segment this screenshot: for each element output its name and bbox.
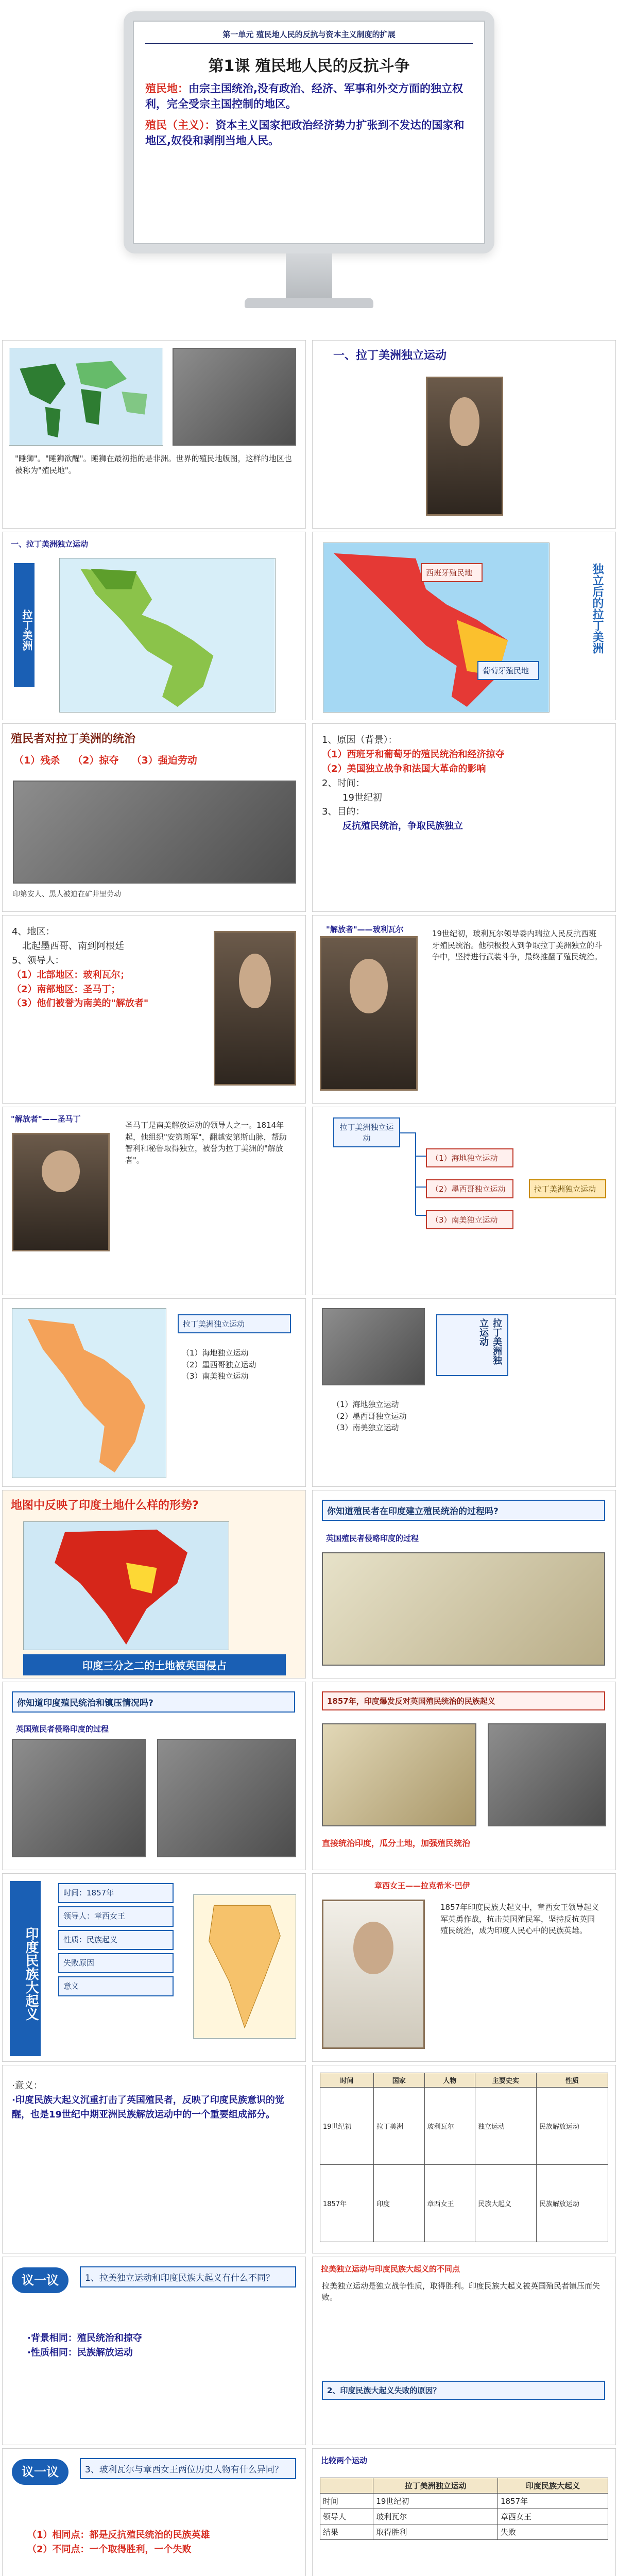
slide-colonial-rule [2, 723, 306, 912]
table-cell: 玻利瓦尔 [373, 2509, 498, 2524]
legend-spain: 西班牙殖民地 [421, 563, 483, 582]
paragraph: 圣马丁是南美解放运动的领导人之一。1814年起，他组织"安第斯军"，翻越安第斯山脉，帮助智利和秘鲁取得独立，被誉为拉丁美洲的"解放者"。 [125, 1121, 287, 1165]
table-cell: 民族解放运动 [536, 2165, 608, 2242]
slide-jhansi-queen [312, 1873, 616, 2062]
monitor-stand-neck [286, 253, 332, 300]
hero-section [0, 0, 618, 330]
answer-line: ·性质相同：民族解放运动 [27, 2347, 133, 2358]
list-item: （2）墨西哥独立运动 [332, 1411, 407, 1421]
line: （2）南部地区：圣马丁； [12, 984, 121, 995]
slide-title: 一、拉丁美洲独立运动 [333, 349, 447, 362]
document-image [322, 1552, 605, 1666]
table-cell: 独立运动 [475, 2088, 537, 2165]
table-row [320, 2088, 608, 2165]
list-item: （2）墨西哥独立运动 [182, 1360, 256, 1369]
answer-line: （2）不同点：一个取得胜利，一个失败 [27, 2544, 192, 2555]
table-cell: 19世纪初 [320, 2088, 374, 2165]
independence-list [323, 1397, 606, 1436]
diagram-tag: 拉丁美洲独立运动 [178, 1314, 291, 1333]
diagram-node: （1）海地独立运动 [426, 1148, 513, 1167]
fact-box: 领导人：章西女王 [58, 1906, 174, 1926]
slide-world-colony-map [2, 340, 306, 529]
definition-colonialism-text: 资本主义国家把政治经济势力扩张到不发达的国家和地区,奴役和剥削当地人民。 [145, 118, 465, 147]
compare-table [320, 2478, 608, 2540]
question-box: 2、印度民族大起义失败的原因？ [322, 2381, 605, 2400]
side-label: 独立后的拉丁美洲 [591, 563, 604, 654]
slide-bolivar [312, 915, 616, 1104]
rule-item: （3）强迫劳动 [131, 755, 197, 766]
san-martin-portrait [12, 1133, 110, 1251]
bolivar-portrait [320, 936, 418, 1091]
diagram-connectors [400, 1128, 431, 1231]
list-item: （3）南美独立运动 [332, 1423, 399, 1432]
fact-box: 时间：1857年 [58, 1883, 174, 1903]
list-item: （1）海地独立运动 [332, 1400, 399, 1409]
legend-portugal: 葡萄牙殖民地 [477, 661, 539, 680]
table-cell: 失败 [497, 2524, 608, 2540]
table-header: 人物 [424, 2073, 475, 2088]
slide-region-leaders [2, 915, 306, 1104]
historical-photo [12, 1739, 146, 1857]
slide-significance [2, 2065, 306, 2253]
slide-india-1857 [312, 1682, 616, 1870]
side-banner: 印度民族大起义 [10, 1881, 41, 2056]
slide-text [3, 916, 198, 1013]
caption: "睡狮"。 [15, 454, 45, 463]
monitor-stand-base [245, 298, 373, 308]
slide-discuss-3 [2, 2448, 306, 2576]
mine-labor-photo [13, 781, 296, 884]
side-label: 拉丁美洲独立运动 [436, 1314, 508, 1376]
answer-line: ·背景相同：殖民统治和掠夺 [27, 2333, 142, 2344]
table-cell: 章西女王 [497, 2509, 608, 2524]
table-cell: 领导人 [320, 2509, 373, 2524]
slide-compare-two [312, 2448, 616, 2576]
table-header: 性质 [536, 2073, 608, 2088]
answer-list [18, 2526, 296, 2559]
table-cell: 印度 [374, 2165, 425, 2242]
monitor-mockup [124, 11, 494, 253]
line: ·意义： [12, 2080, 43, 2091]
latin-america-map-image [59, 558, 276, 713]
table-header-row [320, 2073, 608, 2088]
slide-independence-summary [312, 1298, 616, 1487]
diagram-node: 拉丁美洲独立运动 [333, 1117, 400, 1147]
line: 反抗殖民统治，争取民族独立 [342, 821, 463, 832]
discuss-tag: 议一议 [12, 2267, 68, 2293]
summary-box: 拉丁美洲独立运动 [529, 1179, 606, 1198]
slide-india-process [312, 1490, 616, 1679]
slide-cause-time-purpose [312, 723, 616, 912]
slide-independence-diagram [312, 1107, 616, 1295]
table-row [320, 2494, 608, 2509]
line: （2）美国独立战争和法国大革命的影响 [322, 763, 486, 774]
side-label: 拉丁美洲 [14, 563, 35, 687]
table-row [320, 2165, 608, 2242]
slide-text [3, 2065, 305, 2124]
slide-title: 章西女王——拉克希米·巴伊 [374, 1881, 470, 1890]
paragraph: 1857年印度民族大起义中，章西女王领导起义军英勇作战，抗击英国殖民军，坚持反抗英国殖民统治，成为印度人民心中的民族英雄。 [440, 1903, 599, 1935]
definition-colony-text: 由宗主国统治,没有政治、经济、军事和外交方面的独立权利，完全受宗主国控制的地区。 [145, 82, 463, 111]
slide-title: 一、拉丁美洲独立运动 [11, 539, 89, 549]
table-cell: 取得胜利 [373, 2524, 498, 2540]
list-item: （1）海地独立运动 [182, 1348, 249, 1358]
battle-photo [322, 1308, 425, 1385]
table-cell: 拉丁美洲 [374, 2088, 425, 2165]
rule-list [3, 749, 305, 772]
line: 北起墨西哥、南到阿根廷 [22, 940, 124, 952]
lesson-title: 第1课 殖民地人民的反抗斗争 [208, 57, 410, 75]
table-cell: 民族大起义 [475, 2165, 537, 2242]
table-header: 主要史实 [475, 2073, 537, 2088]
table-header: 国家 [374, 2073, 425, 2088]
rule-item: （2）掠夺 [73, 755, 119, 766]
table-header [320, 2478, 373, 2494]
comparison-table [320, 2073, 608, 2242]
discuss-tag: 议一议 [12, 2459, 68, 2485]
independence-list [173, 1345, 301, 1384]
question-box: 你知道印度殖民统治和镇压情况吗? [12, 1691, 295, 1713]
table-header: 拉丁美洲独立运动 [373, 2478, 498, 2494]
monitor-screen [133, 21, 485, 244]
india-map-image [193, 1894, 296, 2039]
table-cell: 1857年 [497, 2494, 608, 2509]
diagram-node: （2）墨西哥独立运动 [426, 1179, 513, 1198]
definition-colonialism [145, 117, 473, 149]
india-map-image [23, 1521, 229, 1650]
answer-list [18, 2329, 296, 2362]
slide-title: 地图中反映了印度土地什么样的形势? [11, 1499, 199, 1512]
historical-photo [488, 1723, 606, 1826]
slide-latin-america-map [2, 532, 306, 720]
table-cell: 民族解放运动 [536, 2088, 608, 2165]
line: 5、领导人： [12, 955, 64, 966]
slide-title: "解放者"——圣马丁 [11, 1114, 81, 1124]
latin-america-map-image [12, 1308, 166, 1478]
historical-photo [157, 1739, 296, 1857]
slide-latin-america-map-2 [2, 1298, 306, 1487]
paragraph: "睡狮欲醒"。睡狮在最初指的是非洲。世界的殖民地版图，这样的地区也被称为"殖民地"。 [15, 454, 292, 475]
table-header: 时间 [320, 2073, 374, 2088]
table-cell: 章西女王 [424, 2165, 475, 2242]
list-item: （3）南美独立运动 [182, 1371, 249, 1381]
slide-text [6, 451, 302, 478]
photo-caption: 印第安人、黑人被迫在矿井里劳动 [13, 890, 121, 899]
line: （1）西班牙和葡萄牙的殖民统治和经济掠夺 [322, 749, 505, 760]
answer-line: （1）相同点：都是反抗殖民统治的民族英雄 [27, 2530, 210, 2540]
rule-item: （1）残杀 [14, 755, 60, 766]
world-map-image [9, 348, 163, 446]
slide-title: 拉美独立运动与印度民族大起义的不同点 [321, 2264, 460, 2274]
slide-latin-america-intro [312, 340, 616, 529]
line: ·印度民族大起义沉重打击了英国殖民者，反映了印度民族意识的觉醒，也是19世纪中期亚洲民族解放运动中的一个重要组成部分。 [12, 2094, 284, 2120]
caption: 直接统治印度，瓜分土地，加强殖民统治 [322, 1838, 471, 1848]
uprising-facts [49, 1881, 183, 1998]
line: 19世纪初 [342, 792, 382, 803]
bolivar-portrait [426, 377, 503, 516]
paragraph: 拉美独立运动是独立战争性质，取得胜利。印度民族大起义被英国殖民者镇压而失败。 [322, 2281, 600, 2302]
table-row [320, 2509, 608, 2524]
definition-colonialism-keyword: 殖民（主义）： [145, 118, 216, 131]
unit-title: 第一单元 殖民地人民的反抗与资本主义制度的扩展 [145, 29, 473, 44]
slide-discuss-1 [2, 2257, 306, 2445]
table-header: 印度民族大起义 [497, 2478, 608, 2494]
definition-colony-keyword: 殖民地： [145, 82, 188, 95]
slide-india-map [2, 1490, 306, 1679]
paragraph: 19世纪初，玻利瓦尔领导委内瑞拉人民反抗西班牙殖民统治。他积极投入到争取拉丁美洲独立的斗争中，坚持进行武装斗争，最终推翻了殖民统治。 [432, 929, 603, 961]
question-box: 3、玻利瓦尔与章西女王两位历史人物有什么异同？ [80, 2458, 296, 2479]
slide-comparison-table [312, 2065, 616, 2253]
table-cell: 19世纪初 [373, 2494, 498, 2509]
definition-colony [145, 81, 473, 112]
queen-portrait [322, 1900, 425, 2049]
slide-title: 比较两个运动 [321, 2456, 368, 2465]
map-caption: 印度三分之二的土地被英国侵占 [23, 1654, 286, 1675]
slide-title: "解放者"——玻利瓦尔 [326, 925, 404, 934]
historical-photo [173, 348, 296, 446]
line: 1、原因（背景）： [322, 735, 398, 745]
slide-san-martin [2, 1107, 306, 1295]
headline-box: 1857年，印度爆发反对英国殖民统治的民族起义 [322, 1691, 605, 1710]
document-image [322, 1723, 476, 1826]
table-cell: 结果 [320, 2524, 373, 2540]
slide-differences [312, 2257, 616, 2445]
slide-colonial-map [312, 532, 616, 720]
diagram-node: （3）南美独立运动 [426, 1210, 513, 1229]
slide-text [313, 724, 615, 836]
question-box: 你知道殖民者在印度建立殖民统治的过程吗? [322, 1500, 605, 1521]
slide-subtitle: 英国殖民者侵略印度的过程 [326, 1534, 419, 1543]
line: （1）北部地区：玻利瓦尔； [12, 969, 130, 980]
line: 3、目的： [322, 806, 365, 818]
question-box: 1、拉美独立运动和印度民族大起义有什么不同？ [80, 2266, 296, 2287]
fact-box: 意义 [58, 1976, 174, 1996]
leader-portrait [214, 931, 296, 1086]
fact-box: 失败原因 [58, 1953, 174, 1973]
table-cell: 玻利瓦尔 [424, 2088, 475, 2165]
line: （3）他们被誉为南美的"解放者" [12, 998, 149, 1009]
slide-india-rule [2, 1682, 306, 1870]
slide-title: 殖民者对拉丁美洲的统治 [11, 733, 136, 745]
slide-india-uprising [2, 1873, 306, 2062]
table-header-row [320, 2478, 608, 2494]
table-cell: 1857年 [320, 2165, 374, 2242]
slide-subtitle: 英国殖民者侵略印度的过程 [16, 1724, 109, 1734]
line: 2、时间： [322, 777, 365, 789]
table-row [320, 2524, 608, 2540]
fact-box: 性质：民族起义 [58, 1930, 174, 1950]
line: 4、地区： [12, 926, 55, 937]
table-cell: 时间 [320, 2494, 373, 2509]
